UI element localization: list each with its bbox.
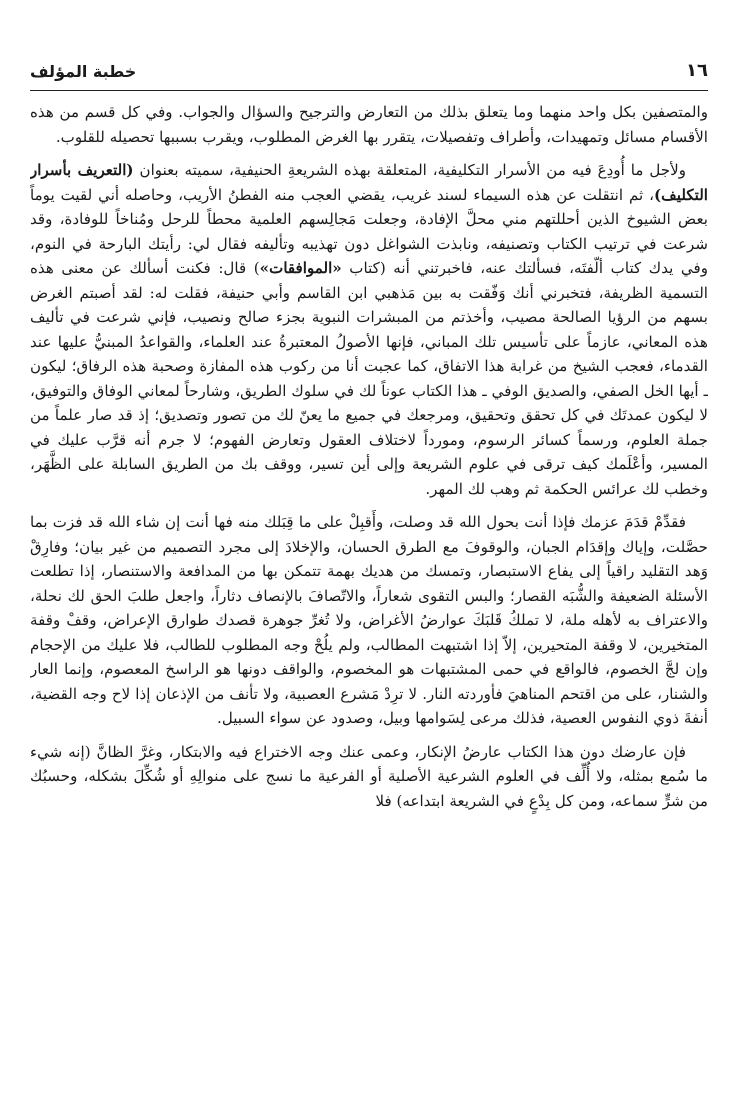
page-body: [30, 100, 708, 1098]
paragraph-3: فقدِّمْ قدَمَ عزمك فإذا أنت بحول الله قد وصلت، وأَقبِلْ على ما قِبَلك منه فها أنت إن شاء الله قد فزت بما حصَّلت، وإياك وإقدَام الجبان، والوقوفَ مع الطرق الحسان، والإخلادَ إلى مجرد التصميم من غير بيان؛ وفارِقْ وَهد التقليد راقياً إلى يفاع الاستبصار، وتمسك من هديك بهمة تتمكن بها من المدافعة والاستنصار، إذا تطلعت الأسئلة الضعيفة والشُّبَه القصار؛ والبس التقوى شعاراً، والاتّصافَ بالإنصاف دثاراً، واجعل طلبَ الحق لك نحلة، والاعتراف به لأهله ملة، لا تملكُ قَلبَكَ عوارضُ الأغراض، ولا تُغرِّ جوهرة قصدك طوارق الإعراض، وقفْ وقفة المتخيرين، لا وقفة المتحيرين، إلاّ إذا اشتبهت المطالب، ولم يلُحْ وجه المطلوب للطالب، فلا عليك من الإحجام وإن لجَّ الخصوم، فالواقع في حمى المشتبهات هو المخصوم، والواقف دونها هو الراسخ المعصوم، وإنما العار والشنار، على من اقتحم المناهيَ فأوردته النار. لا ترِدْ مَشرع العصبية، ولا تأنف من الإذعان إذا لاح وجه القضية، أنفةَ ذوي النفوس العصية، فذلك مرعى لِسَوامها وبيل، وصدود عن سواء السبيل.: [30, 513, 708, 727]
running-title: خطبة المؤلف: [30, 62, 137, 81]
page-header: [30, 60, 708, 91]
paragraph-2-part-d: ) قال: فكنت أسألك عن معنى هذه التسمية الظريفة، فتخبرني أنك وَفّقت به بين مَذهبي ابن القاسم وأبي حنيفة، فقلت له: لقد أصبتم الغرض بسهم من الرؤيا الصالحة مصيب، وأخذتم من المبشرات النبوية بجزء صالح ونصيب، فإني شرعت في تأليف هذه المعاني، عازماً على تأسيس تلك المباني، فإنها الأصولُ المعتبرةُ عند العلماء، والقواعدُ المبنيُّ عليها عند القدماء، فعجب الشيخ من غرابة هذا الاتفاق، كما عجبت أنا من ركوب هذه المفازة وصحبة هذه الرفاق؛ ليكون ـ أيها الخل الصفي، والصديق الوفي ـ هذا الكتاب عوناً لك في سلوك الطريق، وشارحاً لمعاني الوفاق والتوفيق، لا ليكون عمدتَك في كل تحقق وتحقيق، ومرجعك في جميع ما يعنّ لك من تصور وتصديق؛ إذ قد صار علماً من جملة العلوم، ورسماً كسائر الرسوم، ومورداً لاختلاف العقول وتعارض الفهوم؛ لا جرم أنه قرَّب عليك في المسير، وأعْلَمك كيف ترقى في علوم الشريعة وإلى أين تسير، ووقف بك من الطريق السابلة على الظَّهَر، وخطب لك عرائس الحكمة ثم وهب لك المهر.: [30, 259, 708, 498]
paragraph-1: والمتصفين بكل واحد منهما وما يتعلق بذلك من التعارض والترجيح والسؤال والجواب. وفي كل قسم من هذه الأقسام مسائل وتمهيدات، وأطراف وتفصيلات، يتقرر بها الغرض المطلوب، ويقرب بسببها تحصيله للقلوب.: [30, 103, 708, 146]
paragraph-2: [30, 158, 708, 501]
book-original-title: (التعريف بأسرار التكليف): [30, 161, 708, 204]
paragraph-2-part-a: ولأجل ما أُودِعَ فيه من الأسرار التكليفية، المتعلقة بهذه الشريعةِ الحنيفية، سميته بعنوان: [133, 161, 686, 179]
paragraph-2-part-c: ، ثم انتقلت عن هذه السيماء لسند غريب، يقضي العجب منه الفطنُ الأريب، وحاصله أني لقيت يوماً بعض الشيوخ الذين أحللتهم مني محلَّ الإفادة، وجعلت مَجالِسهم العلمية محطاً للرحل ومُناخاً للوفادة، وقد شرعت في ترتيب الكتاب وتصنيفه، ونابذت الشواغل دون تهذيبه وتأليفه فقال لي: رأيتك البارحة في النوم، وفي يدك كتاب ألّفتَه، فسألتك عنه، فاخبرتني أنه (كتاب: [30, 185, 708, 277]
paragraph-4: فإن عارضك دون هذا الكتاب عارضُ الإنكار، وعمى عنك وجه الاختراع فيه والابتكار، وغرَّ الظانَّ (إنه شيء ما سُمع بمثله، ولا أُلِّف في العلوم الشرعية الأصلية أو الفرعية ما نسج على منوالِهِ أو شُكِّلَ بشكله، وحسبُك من شرٍّ سماعه، ومن كل بِدْعٍ في الشريعة ابتداعه) فلا: [30, 742, 708, 810]
page-number: ١٦: [686, 60, 708, 81]
book-final-title: «الموافقات»: [259, 259, 342, 277]
